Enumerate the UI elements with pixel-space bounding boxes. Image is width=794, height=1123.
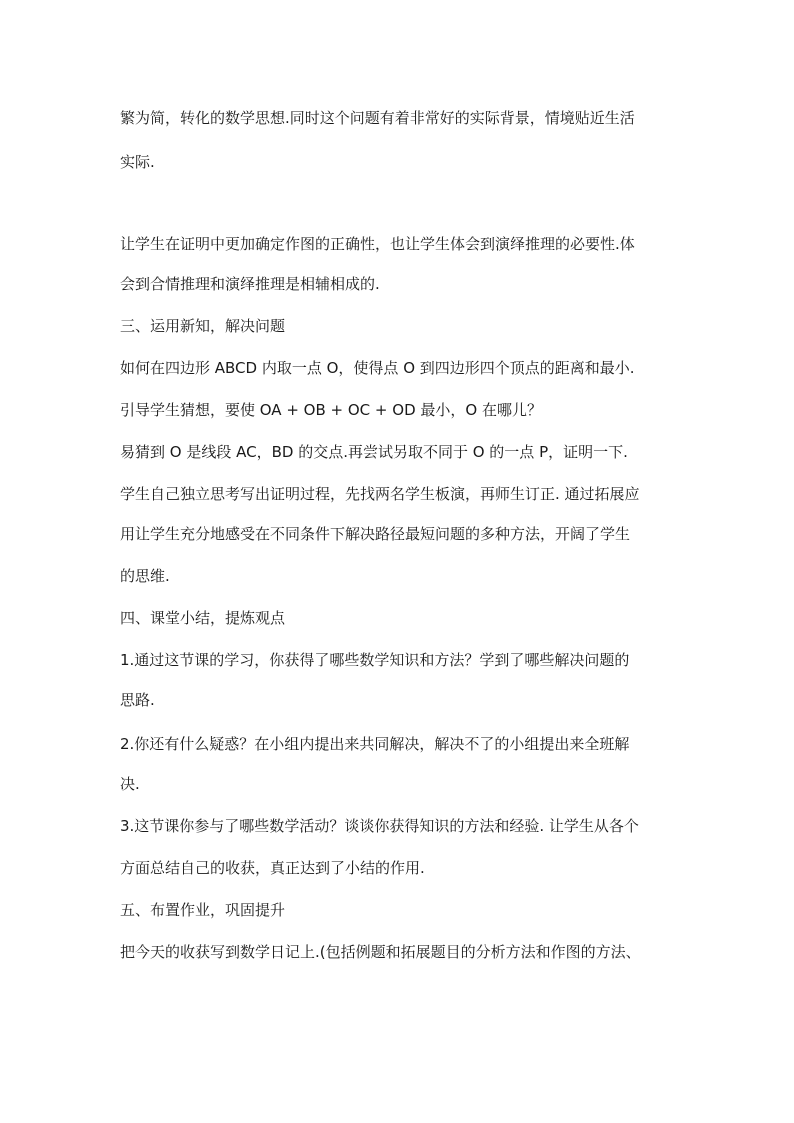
paragraph-line: 用让学生充分地感受在不同条件下解决路径最短问题的多种方法，开阔了学生 — [120, 525, 631, 543]
section-heading: 四、课堂小结，提炼观点 — [120, 609, 286, 627]
paragraph-line: 易猜到 O 是线段 AC，BD 的交点.再尝试另取不同于 O 的一点 P，证明一下. — [120, 443, 628, 461]
paragraph-line: 会到合情推理和演绎推理是相辅相成的. — [120, 275, 380, 293]
paragraph-line: 繁为简，转化的数学思想.同时这个问题有着非常好的实际背景，情境贴近生活 — [120, 109, 635, 127]
section-heading: 五、布置作业，巩固提升 — [120, 901, 286, 919]
list-item-line: 1.通过这节课的学习，你获得了哪些数学知识和方法？学到了哪些解决问题的 — [120, 651, 630, 669]
paragraph-line: 引导学生猜想，要使 OA + OB + OC + OD 最小，O 在哪儿？ — [120, 401, 542, 419]
paragraph-line: 让学生在证明中更加确定作图的正确性，也让学生体会到演绎推理的必要性.体 — [120, 235, 635, 253]
paragraph-line: 学生自己独立思考写出证明过程，先找两名学生板演，再师生订正. 通过拓展应 — [120, 485, 640, 503]
paragraph-line: 实际. — [120, 153, 155, 171]
list-item-line: 思路. — [120, 691, 155, 709]
section-heading: 三、运用新知，解决问题 — [120, 317, 286, 335]
list-item-line: 2.你还有什么疑惑？在小组内提出来共同解决，解决不了的小组提出来全班解 — [120, 735, 630, 753]
list-item-line: 方面总结自己的收获，真正达到了小结的作用. — [120, 859, 425, 877]
paragraph-line: 如何在四边形 ABCD 内取一点 O，使得点 O 到四边形四个顶点的距离和最小. — [120, 359, 635, 377]
list-item-line: 决. — [120, 775, 140, 793]
paragraph-line: 的思维. — [120, 567, 170, 585]
list-item-line: 3.这节课你参与了哪些数学活动？谈谈你获得知识的方法和经验. 让学生从各个 — [120, 817, 639, 835]
paragraph-line: 把今天的收获写到数学日记上.(包括例题和拓展题目的分析方法和作图的方法、 — [120, 943, 641, 961]
